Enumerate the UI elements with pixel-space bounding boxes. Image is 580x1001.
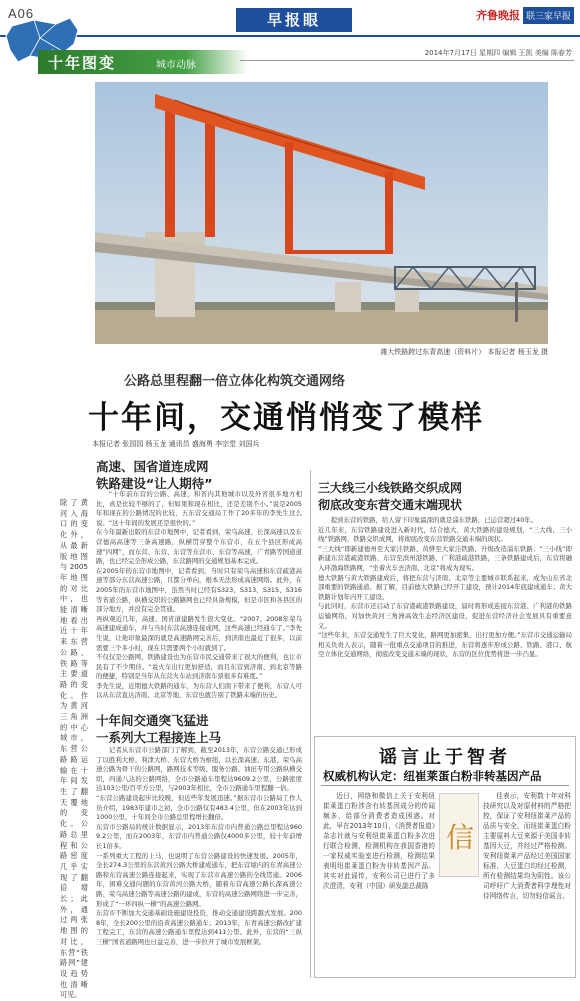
trust-stamp xyxy=(439,793,479,877)
subhead-2-line2: 一系列大工程接连上马 xyxy=(96,730,222,745)
article-block-a: “十年前东营的公路、高速，和省内其他城市以及外省很多地方相比，真是比较不够的了，但如果和现在相比，还是差别不小。”说是2005年和现在的公路情况的比较，五东营交通局工作了20多年的李先生这么说。“这十年间的发展还是很快的。” 在今年最新出版的东营市地图中，记者看到，荣乌高速、长深高速以及东营德高高速等三条高速路，纵横贯穿整个东营市，在五个县区形成高速“四网”，而东营、东营、东营等东营市、东营等高速，广青路等国道道路，也已经完全形成公路，东营路网的交通规划基本完成。 在2005年的东营市地图中，记者看到，当时只有荣乌高速和东营疏港高速等部分东营高速公路，且都分单向，根本无法形成高速网络。此外，在2005年的东营市地图中，虽然当时已经有S323、S313、S315、S316等省道公路，纵横交织的公路路网也已经具备规模，但是市区和各县区的部分地方，并没有完全贯通。 再纵观近几年，高速、国省道建路发生很大变化。“2007、2008年荣乌高速建成通车，并与当时东营高速连接成网，这些高速已经通车了。”李先生说，让他印象最深的就是高速路网完善后，到济南也最近了很多，以前需要三个多小时，现在只需要两个小时就到了。 不仅仅是公路网，铁路建设也为东营市民交通带来了很大的便利，也让市民有了不少期待。“说火车出行更加舒适，而且东营到济南、到北京等路的便捷，特别是当年从东营火车站到济南车票很多有难度。” 李先生说，近期德大铁路的通车，为东营人们南下带来了便利，东营人可以从东营直达济南、北京等地，东营也就告别了铁路末端的历史。 xyxy=(96,490,302,700)
rumor-rule xyxy=(321,785,569,786)
paper-logo: 齐鲁晚报 xyxy=(476,9,520,22)
article-kicker: 公路总里程翻一倍立体化构筑交通网络 xyxy=(124,374,346,389)
column-banner xyxy=(38,50,248,74)
column-subtitle: 城市动脉 xyxy=(156,60,196,71)
stamp-character: 信 xyxy=(445,821,474,854)
subhead-3 xyxy=(318,480,462,514)
rumor-block-left: 近日，网络和微信上关于安利纽崔莱蛋白粉涉含有转基因成分的传闻频多，给部分消费者造成困惑。对此，早在2013年10月，《消费者报道》杂志社就与安利纽崔莱蛋白粉多次进行联合检测，检测机构在我国香港的一家权威实验室进行检测，检测结果表明纽崔莱蛋白粉为非转基因产品。其实对此谣传，安利公司已进行了多次澄清，安利（中国）研发副总裁陈 xyxy=(323,792,435,890)
photo-caption: 潍大铁路跨过东青高速（资料片） 本报记者 杨玉龙 摄 xyxy=(380,348,548,356)
subhead-3-line1: 三大线三小线铁路交织成网 xyxy=(318,481,463,495)
column-divider xyxy=(310,470,311,978)
meta-rule xyxy=(240,60,574,61)
subhead-1-line2: 铁路建设“让人期待” xyxy=(96,476,213,491)
section-title: 早报眼 xyxy=(236,8,352,32)
rumor-title: 谣言止于智者 xyxy=(379,747,511,768)
rumor-block-right: 佳表示，安利数十年对科技研究以及对原材料的严格把控，保证了安利纽崔莱产品的品质与安全，而纽崔莱蛋白粉主要原料大豆来源于美国非转基因大豆，并经过严格检测。安利纽崔莱产品经过美国国家标准，大豆蛋白均经过检测，所有检测结果均为阴性。该公司呼吁广大消费者科学理性对待网络传言，切勿轻信谣言。 xyxy=(483,792,571,900)
edition-meta: 2014年7月17日 星期四 编辑 王凯 美编 陈春芳 xyxy=(424,49,572,57)
sidebar-text: 除了黄河入海口的变化外，从最新版地图与2005年地图的对比中，也能清晰地看出近十年来东营公路、铁路等主要道路的变化。作为黄河三角洲的中心城市，东营公路路运输在十年间发生了翻天覆地的变化。公路总里程和公路密度几乎实现了翻倍增长；此外，通过两张地图的对比，东营“铁路网”建设趋势也清晰可见。 xyxy=(60,498,88,1000)
subhead-3-line2: 彻底改变东营交通末端现状 xyxy=(318,498,463,512)
rumor-subtitle: 权威机构认定：纽崔莱蛋白粉非转基因产品 xyxy=(323,769,542,783)
subhead-1 xyxy=(96,458,212,492)
article-byline: 本报记者 张园园 杨玉龙 通讯员 盛海勇 李宗堂 刘国兵 xyxy=(92,440,260,448)
top-rule xyxy=(0,35,580,37)
article-headline: 十年间，交通悄悄变了模样 xyxy=(88,400,484,436)
article-block-b: 记者从东营市公路部门了解到，截至2013年，东营公路交通已形成了以胜利大桥、利津大桥、东营大桥为枢纽，以长深高速、东港、荣乌高速公路为骨干的公路网，路网技术等级、服务公路、油田专用公路纵横交织，四通八达的公路网络，全市公路通车里程达9609.2公里，公路密度达103公里/百平方公里，与2003年相比，全市公路通车里程翻一倍。 “东营公路建设起步比较晚，但近些年发展迅速。”据东营市公路局工作人员介绍，1983年建市之初，全市公路仅有483.4公里，但在2003年达到1000公里，十年间全市公路总里程增长翻倍。 东营市公路局的统计数据显示，2013年东营市内普通公路总里程达9609.2公里，而在2003年，东营市内普通公路仅4000多公里，较十年前增长1倍多。 一系列重大工程的上马，也说明了东营公路建设的快速发展。2005年，全长274.3公里的东营黄河公路大桥建成通车，把东营境内的东青高速公路和东营高速公路连接起来，实现了东营市高速公路的全线贯通。2006年，困难交通问题的东营黄河公路大桥，随着东营高速公路长深高速公路、荣乌高速公路等高速公路的建成，东营的高速公路网络进一步完善，形成了“一环四纵一横”的高速公路网。 东营市不断加大交通基础设施建设投资，推动交通建设跨越式发展。2008年，全长200公里的沿黄高速公路通车；2013年，东青高速公路改扩建工程完工，东营的高速公路通车里程达到411公里。此外，东营的“三纵三横”国省道路网也日益完善，进一步拉开了城市发展框架。 xyxy=(96,746,302,946)
subhead-1-line1: 高速、国省道连成网 xyxy=(96,459,209,474)
subhead-2 xyxy=(96,712,221,746)
rumor-box xyxy=(314,736,576,978)
article-block-c: 提到东营的铁路，给人留下印象最深的就是淄东铁路，已运营超过40年。 近几年来，东营铁路建设进入新时代，结合德大、黄大铁路的建设规划，“三大线、三小线”铁路网，铁路交织成网，将彻底改变东营铁路交通末端的现状。 “三大线”即新建德州至大家洼铁路、黄骅至大家洼铁路、升级改造淄东铁路；“三小线”即新建东营港疏港铁路、东营至滨州港铁路、广利港疏港铁路，三条铁路建成后，东营将融入环渤海铁路网，“坐着火车去济南、北京”将成为现实。 德大铁路与黄大铁路建成后，将把东营与济南、北京等主要城市联系起来，成为山东省北部重要的铁路通道。据了解，目前德大铁路已经开工建设，预计2014年底建成通车；黄大铁路计划年内开工建设。 与此同时，东营市还启动了东营港疏港铁路建设，届时将形成连接东营港、广利港的铁路运输网络，对加快黄河三角洲高效生态经济区建设，促进东营经济社会发展具有重要意义。 “这些年来，东营交通发生了巨大变化，路网更加密集，出行更加方便。”东营市交通运输局相关负责人表示，随着一批重点交通项目的推进，东营将逐步形成公路、铁路、港口、航空立体化交通网络，彻底改变交通末端的现状，东营的区位优势将进一步凸显。 xyxy=(318,516,572,659)
paper-sub-badge: 联三家早报 xyxy=(523,7,574,24)
column-title: 十年图变 xyxy=(48,54,117,72)
page-number: A06 xyxy=(8,6,35,21)
bridge-construction-photo xyxy=(95,82,548,344)
subhead-2-line1: 十年间交通突飞猛进 xyxy=(96,713,209,728)
